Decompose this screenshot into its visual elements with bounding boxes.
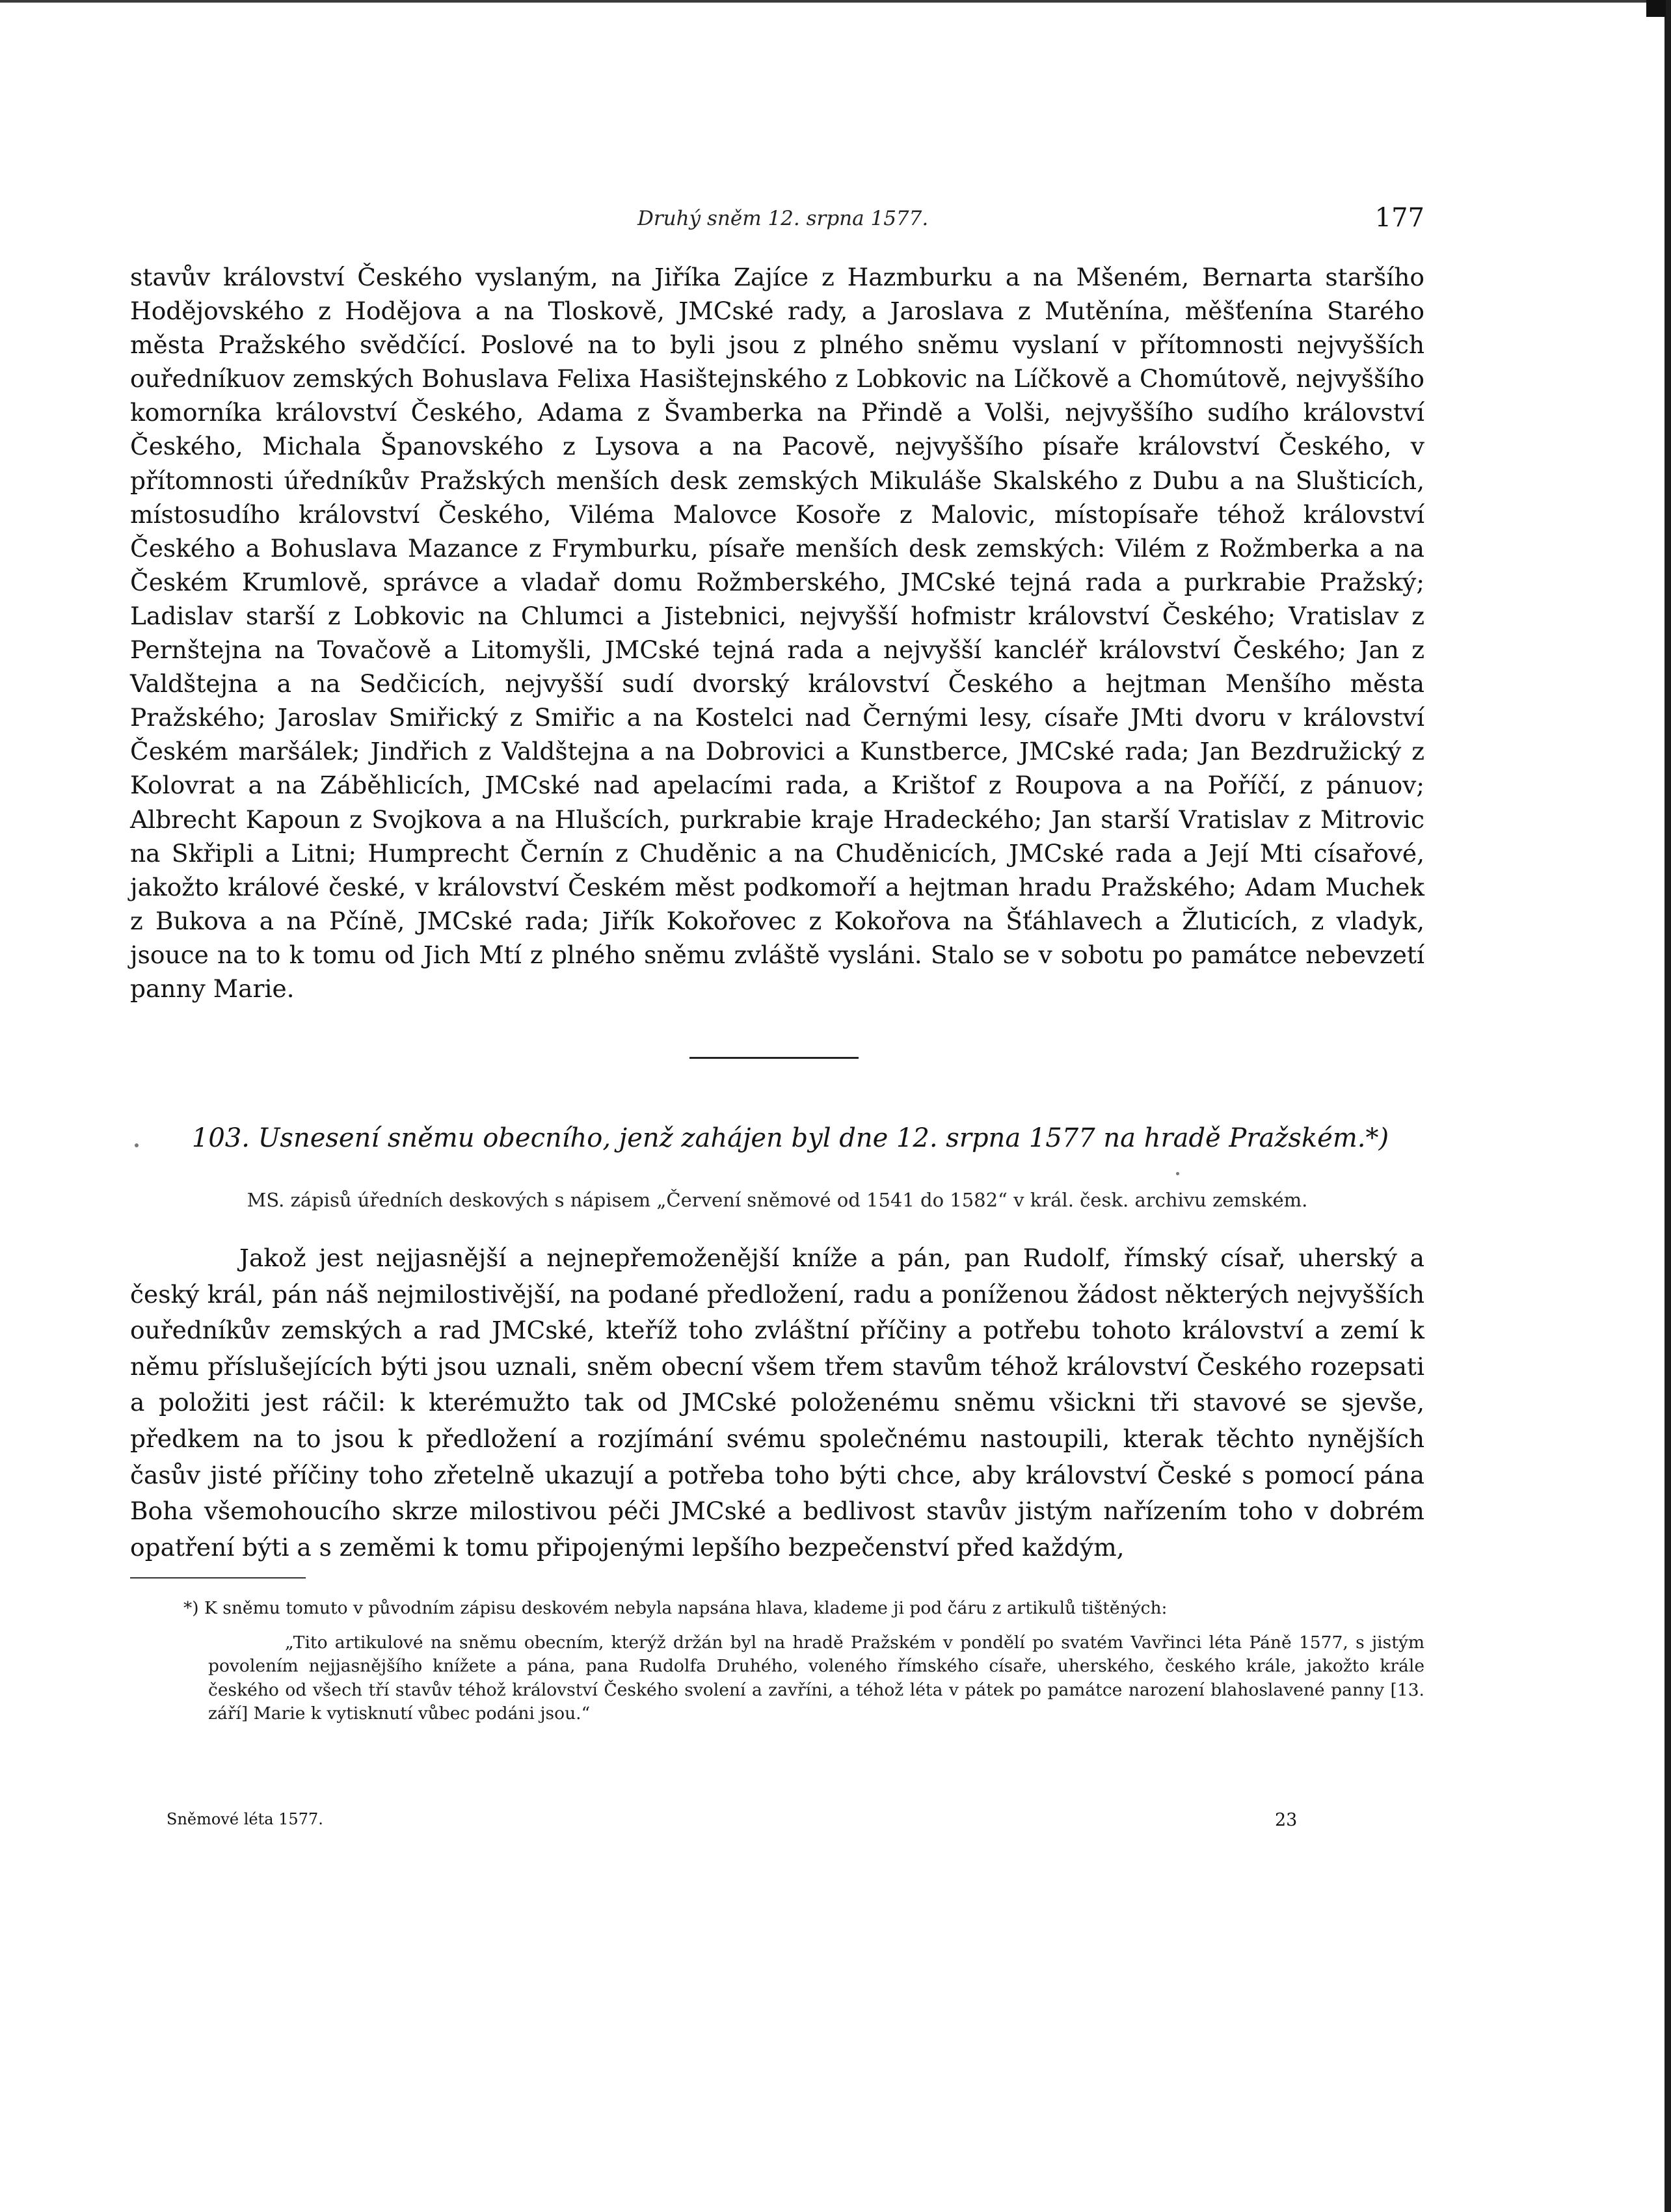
page-number: 177 [1374, 203, 1424, 233]
scan-speck [1176, 1172, 1179, 1175]
footnote [183, 1597, 1424, 1726]
page-header [130, 203, 1424, 246]
section-heading: 103. Usnesení sněmu obecního, jenž zahájen byl dne 12. srpna 1577 na hradě Pražském.*) [191, 1123, 1389, 1153]
footnote-lead: *) K sněmu tomuto v původním zápisu deskovém nebyla napsána hlava, klademe ji pod čáru z artikulů tištěných: [183, 1598, 1168, 1618]
running-head: Druhý sněm 12. srpna 1577. [637, 207, 929, 230]
continuation-paragraph: stavův království Českého vyslaným, na Jiříka Zajíce z Hazmburku a na Mšeném, Bernarta staršího Hodějovského z Hodějova a na Tloskově, JMCské rady, a Jaroslava z Mutěnína, měšťenína Starého města Pražského svědčící. Poslové na to byli jsou z plného sněmu vyslaní v přítomnosti nejvyšších ouředníkuov zemských Bohuslava Felixa Hasištejnského z Lobkovic na Líčkově a Chomútově, nejvyššího komorníka království Českého, Adama z Švamberka na Přindě a Volši, nejvyššího sudího království Českého, Michala Španovského z Lysova a na Pacově, nejvyššího písaře království Českého, v přítomnosti úředníkův Pražských menších desk zemských Mikuláše Skalského z Dubu a na Slušticích, místosudího království Českého, Viléma Malovce Kosoře z Malovic, místopísaře téhož království Českého a Bohuslava Mazance z Frymburku, písaře menších desk zemských: Vilém z Rožmberka a na Českém Krumlově, správce a vladař domu Rožmberského, JMCské tejná rada a purkrabie Pražský; Ladislav starší z Lobkovic na Chlumci a Jistebnici, nejvyšší hofmistr království Českého; Vratislav z Pernštejna na Tovačově a Litomyšli, JMCské tejná rada a nejvyšší kancléř království Českého; Jan z Valdštejna a na Sedčicích, nejvyšší sudí dvorský království Českého a hejtman Menšího města Pražského; Jaroslav Smiřický z Smiřic a na Kostelci nad Černými lesy, císaře JMti dvoru v království Českém maršálek; Jindřich z Valdštejna a na Dobrovici a Kunstberce, JMCské rada; Jan Bezdružický z Kolovrat a na Záběhlicích, JMCské nad apelacími rada, a Krištof z Roupova a na Poříčí, z pánuov; Albrecht Kapoun z Svojkova a na Hlušcích, purkrabie kraje Hradeckého; Jan starší Vratislav z Mitrovic na Skřipli a Litni; Humprecht Černín z Chuděnic a na Chuděnicích, JMCské rada a Její Mti císařové, jakožto králové české, v království Českém měst podkomoří a hejtman hradu Pražského; Adam Muchek z Bukova a na Pčíně, JMCské rada; Jiřík Kokořovec z Kokořova na Šťáhlavech a Žluticích, z vladyk, jsouce na to k tomu od Jich Mtí z plného sněmu zvláště vysláni. Stalo se v sobotu po památce nebevzetí panny Marie. [130, 263, 1424, 1003]
source-note: MS. zápisů úředních deskových s nápisem „Červení sněmové od 1541 do 1582“ v král. česk. archivu zemském. [247, 1189, 1308, 1211]
footnote-rule [130, 1577, 306, 1579]
footnote-quote: „Tito artikulové na sněmu obecním, kterýž držán byl na hradě Pražském v pondělí po svatém Vavřinci léta Páně 1577, s jistým povolením nejjasnějšího knížete a pána, pana Rudolfa Druhého, voleného římského císaře, uherského, českého krále, jakožto krále českého od všech tří stavův téhož království Českého svolení a zavříni, a téhož léta v pátek po památce narození blahoslavené panny [13. září] Marie k vytisknutí vůbec podáni jsou.“ [208, 1632, 1424, 1724]
main-paragraph: Jakož jest nejjasnější a nejnepřemoženější kníže a pán, pan Rudolf, římský císař, uherský a český král, pán náš nejmilostivější, na podané předložení, radu a poníženou žádost některých nejvyšších ouředníkův zemských a rad JMCské, kteříž toho zvláštní příčiny a potřebu tohoto království a zemí k němu příslušejících býti jsou uznali, sněm obecní všem třem stavům téhož království Českého rozepsati a položiti jest ráčil: k kterémužto tak od JMCské položenému sněmu všickni tři stavové se sjevše, předkem na to jsou k předložení a rozjímání svému společnému nastoupili, kterak těchto nynějších časův jisté příčiny toho zřetelně ukazují a potřeba toho býti chce, aby království České s pomocí pána Boha všemohoucího skrze milostivou péči JMCské a bedlivost stavův jistým nařízením toho v dobrém opatření býti a s zeměmi k tomu připojenými lepšího bezpečenství před každým, [130, 1244, 1424, 1562]
scan-speck [135, 1143, 139, 1147]
main-text [130, 1240, 1424, 1566]
sheet-number: 23 [1275, 1810, 1298, 1830]
printer-signature: Sněmové léta 1577. [167, 1810, 323, 1828]
section-divider [689, 1057, 859, 1059]
